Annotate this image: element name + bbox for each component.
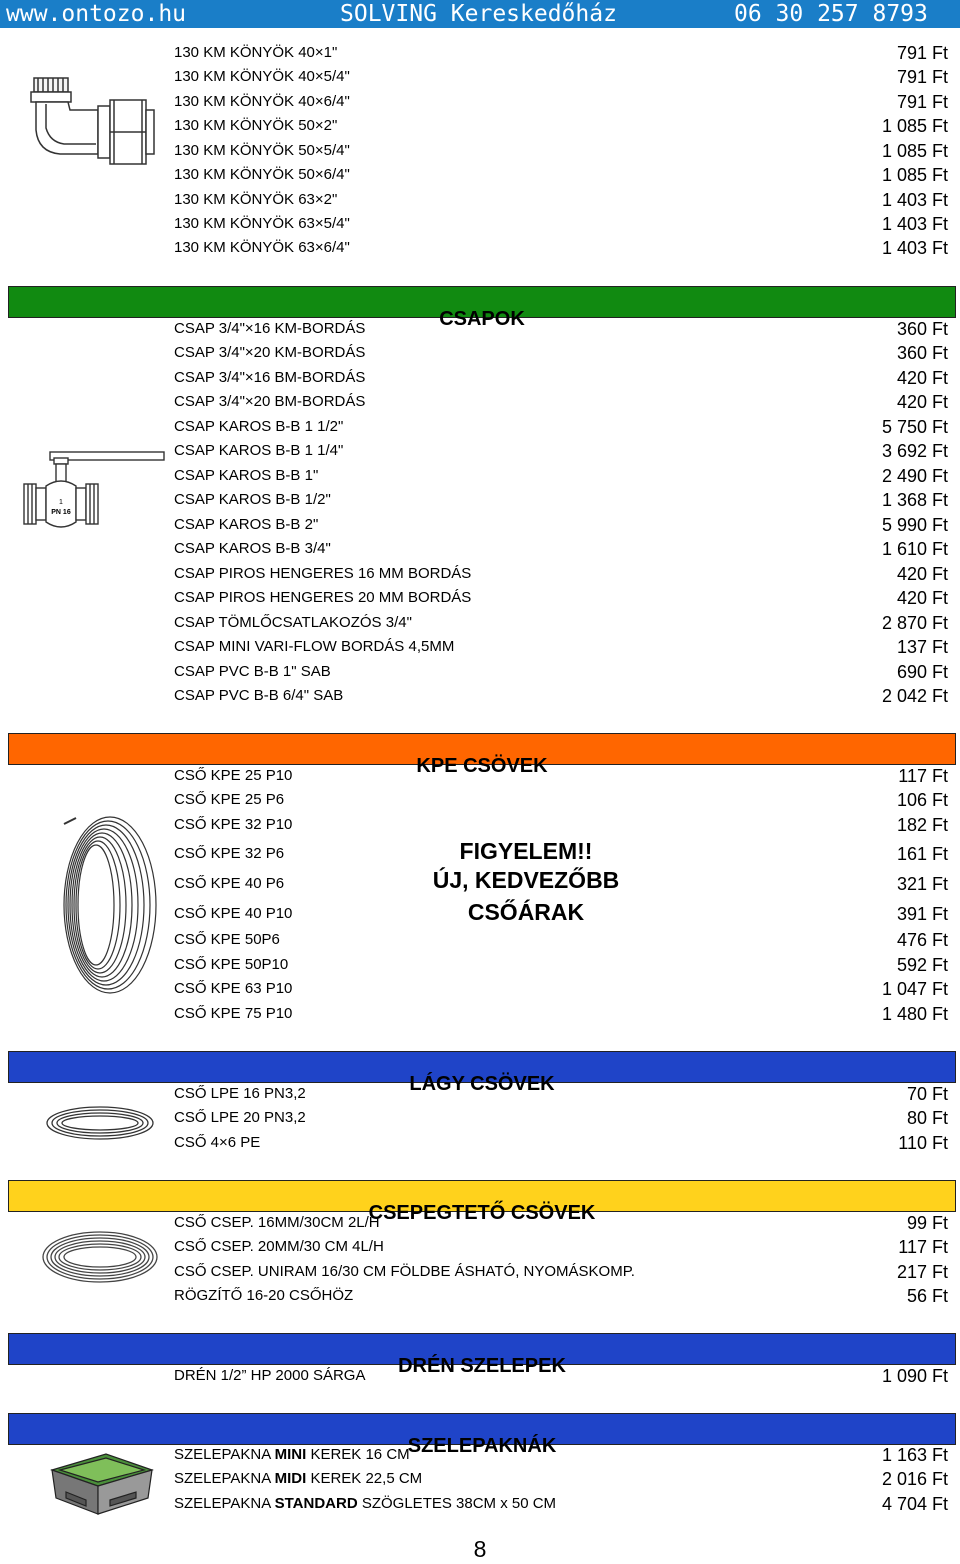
product-name [174,1467,422,1491]
list-item [174,788,948,812]
product-price: 420 Ft [896,368,948,388]
product-name: CSAP KAROS B-B 1/2" [174,491,331,508]
list-item [174,90,948,114]
product-name: CSAP KAROS B-B 2" [174,516,319,533]
section-title: SZELEPAKNÁK [407,1435,557,1457]
product-name: CSAP PIROS HENGERES 16 MM BORDÁS [174,565,472,582]
list-item [174,537,948,561]
list-item [174,212,948,236]
product-name: CSAP KAROS B-B 1" [174,467,319,484]
product-name: CSAP PVC B-B 6/4" SAB [174,687,344,704]
list-item [174,1235,948,1259]
list-item [174,236,948,260]
list-item [174,488,948,512]
product-price: 592 Ft [896,955,948,975]
list-item [174,1211,948,1235]
list-item [174,513,948,537]
product-price: 1 163 Ft [881,1445,948,1465]
product-name: 130 KM KÖNYÖK 40×5/4" [174,68,350,85]
product-price: 690 Ft [896,662,948,682]
valve-label-size: 1 [59,499,63,506]
product-name: CSŐ KPE 40 P10 [174,905,293,922]
product-name: CSŐ KPE 32 P10 [174,816,293,833]
product-price: 1 610 Ft [881,539,948,559]
list-item [174,586,948,610]
product-name: CSAP PIROS HENGERES 20 MM BORDÁS [174,589,472,606]
product-price: 217 Ft [896,1262,948,1282]
product-name: CSŐ CSEP. 16MM/30CM 2L/H [174,1214,380,1231]
product-price: 476 Ft [896,930,948,950]
product-price: 1 403 Ft [881,190,948,210]
product-name: CSAP 3/4"×16 BM-BORDÁS [174,369,366,386]
list-item [174,1284,948,1308]
list-item [174,872,948,896]
product-price: 1 085 Ft [881,165,948,185]
product-name: CSŐ KPE 50P10 [174,956,289,973]
product-name: CSAP KAROS B-B 3/4" [174,540,331,557]
product-price: 56 Ft [906,1286,948,1306]
product-name: CSŐ CSEP. UNIRAM 16/30 CM FÖLDBE ÁSHATÓ, NYOMÁSKOMP. [174,1263,635,1280]
list-item [174,660,948,684]
product-name: CSŐ KPE 25 P6 [174,791,285,808]
product-name-prefix: SZELEPAKNA [174,1495,275,1512]
product-price: 1 403 Ft [881,238,948,258]
product-price: 1 085 Ft [881,116,948,136]
product-price: 2 042 Ft [881,686,948,706]
list-item [174,1492,948,1516]
list-item [174,611,948,635]
product-name: RÖGZÍTŐ 16-20 CSŐHÖZ [174,1287,354,1304]
product-price: 420 Ft [896,564,948,584]
product-price: 182 Ft [896,815,948,835]
product-name: 130 KM KÖNYÖK 63×6/4" [174,239,350,256]
list-item [174,1443,948,1467]
list-item [174,390,948,414]
product-name: CSAP 3/4"×16 KM-BORDÁS [174,320,366,337]
valve-box-icon [46,1440,156,1520]
product-name: CSAP 3/4"×20 BM-BORDÁS [174,393,366,410]
list-item [174,684,948,708]
list-item [174,813,948,837]
product-name [174,1492,556,1516]
phone-number: 06 30 257 8793 [734,1,928,27]
list-item [174,139,948,163]
list-item [174,114,948,138]
product-price: 161 Ft [896,844,948,864]
section-title: DRÉN SZELEPEK [398,1355,566,1377]
product-price: 791 Ft [896,67,948,87]
product-name: DRÉN 1/2” HP 2000 SÁRGA [174,1367,366,1384]
product-name: CSŐ LPE 20 PN3,2 [174,1109,306,1126]
list-item [174,635,948,659]
product-name: CSŐ KPE 50P6 [174,931,280,948]
header-bar [0,0,960,28]
product-name: CSAP TÖMLŐCSATLAKOZÓS 3/4" [174,614,412,631]
product-price: 70 Ft [906,1084,948,1104]
section-title: CSEPEGTETŐ CSÖVEK [368,1202,596,1224]
list-item [174,1467,948,1491]
list-item [174,439,948,463]
list-item [174,464,948,488]
product-price: 117 Ft [898,766,948,786]
product-price: 321 Ft [896,874,948,894]
product-name: CSAP KAROS B-B 1 1/4" [174,442,344,459]
product-price: 1 480 Ft [881,1004,948,1024]
product-price: 99 Ft [906,1213,948,1233]
list-item [174,562,948,586]
list-item [174,41,948,65]
product-price: 1 090 Ft [881,1366,948,1386]
product-name: 130 KM KÖNYÖK 40×6/4" [174,93,350,110]
product-price: 2 490 Ft [881,466,948,486]
product-price: 5 990 Ft [881,515,948,535]
product-name: CSŐ CSEP. 20MM/30 CM 4L/H [174,1238,384,1255]
soft-pipe-coil-icon [44,1104,156,1142]
product-price: 5 750 Ft [881,417,948,437]
product-price: 106 Ft [896,790,948,810]
product-name: CSAP KAROS B-B 1 1/2" [174,418,344,435]
product-name [174,1443,410,1467]
list-item [174,1260,948,1284]
elbow-fitting-icon [28,70,158,170]
product-name-suffix: SZÖGLETES 38CM x 50 CM [357,1495,557,1512]
product-name: CSŐ LPE 16 PN3,2 [174,1085,306,1102]
product-name: CSŐ KPE 75 P10 [174,1005,293,1022]
list-item [174,764,948,788]
pipe-coil-icon [58,814,158,996]
section-title: LÁGY CSÖVEK [409,1073,555,1095]
product-name-suffix: KEREK 16 CM [306,1446,410,1463]
product-price: 360 Ft [896,343,948,363]
product-price: 391 Ft [896,904,948,924]
product-name: CSŐ KPE 25 P10 [174,767,293,784]
product-name: CSŐ KPE 40 P6 [174,875,285,892]
product-name-prefix: SZELEPAKNA [174,1446,275,1463]
page-number: 8 [473,1536,487,1562]
list-item [174,902,948,926]
list-item [174,366,948,390]
product-price: 110 Ft [898,1133,948,1153]
list-item [174,163,948,187]
list-item [174,341,948,365]
product-price: 420 Ft [896,588,948,608]
product-price: 2 870 Ft [881,613,948,633]
product-price: 1 368 Ft [881,490,948,510]
notice-subtitle: ÚJ, KEDVEZŐBB [432,867,620,893]
product-name: 130 KM KÖNYÖK 63×2" [174,191,338,208]
product-name: 130 KM KÖNYÖK 50×2" [174,117,338,134]
list-item [174,928,948,952]
list-item [174,1131,948,1155]
company-name: SOLVING Kereskedőház [340,1,617,27]
notice-subtitle: CSŐÁRAK [467,899,585,925]
product-price: 1 403 Ft [881,214,948,234]
product-name-suffix: KEREK 22,5 CM [306,1470,423,1487]
product-name: 130 KM KÖNYÖK 50×6/4" [174,166,350,183]
list-item [174,1106,948,1130]
product-price: 117 Ft [898,1237,948,1257]
product-price: 3 692 Ft [881,441,948,461]
product-name: 130 KM KÖNYÖK 63×5/4" [174,215,350,232]
list-item [174,977,948,1001]
product-size-label: MINI [274,1446,307,1463]
product-price: 1 085 Ft [881,141,948,161]
product-price: 2 016 Ft [881,1469,948,1489]
product-price: 420 Ft [896,392,948,412]
product-name: 130 KM KÖNYÖK 40×1" [174,44,338,61]
list-item [174,953,948,977]
list-item [174,317,948,341]
product-price: 137 Ft [896,637,948,657]
product-name: CSAP MINI VARI-FLOW BORDÁS 4,5MM [174,638,455,655]
list-item [174,842,948,866]
drip-pipe-coil-icon [40,1228,160,1286]
product-price: 4 704 Ft [881,1494,948,1514]
list-item [174,65,948,89]
product-name-prefix: SZELEPAKNA [174,1470,275,1487]
product-size-label: STANDARD [274,1495,358,1512]
ball-valve-icon [20,444,166,532]
valve-label-pn: PN 16 [51,509,71,516]
list-item [174,1002,948,1026]
list-item [174,415,948,439]
website-link[interactable]: www.ontozo.hu [6,1,187,27]
product-price: 80 Ft [906,1108,948,1128]
product-price: 791 Ft [896,92,948,112]
section-title: CSAPOK [439,308,525,330]
product-name: CSŐ KPE 32 P6 [174,845,285,862]
product-name: 130 KM KÖNYÖK 50×5/4" [174,142,350,159]
product-price: 791 Ft [896,43,948,63]
product-name: CSŐ 4×6 PE [174,1134,261,1151]
product-price: 1 047 Ft [881,979,948,999]
notice-title: FIGYELEM!! [459,838,593,864]
list-item [174,188,948,212]
list-item [174,1082,948,1106]
product-price: 360 Ft [896,319,948,339]
product-size-label: MIDI [274,1470,307,1487]
product-name: CSŐ KPE 63 P10 [174,980,293,997]
section-title: KPE CSÖVEK [416,755,548,777]
product-name: CSAP 3/4"×20 KM-BORDÁS [174,344,366,361]
product-name: CSAP PVC B-B 1" SAB [174,663,331,680]
list-item [174,1364,948,1388]
